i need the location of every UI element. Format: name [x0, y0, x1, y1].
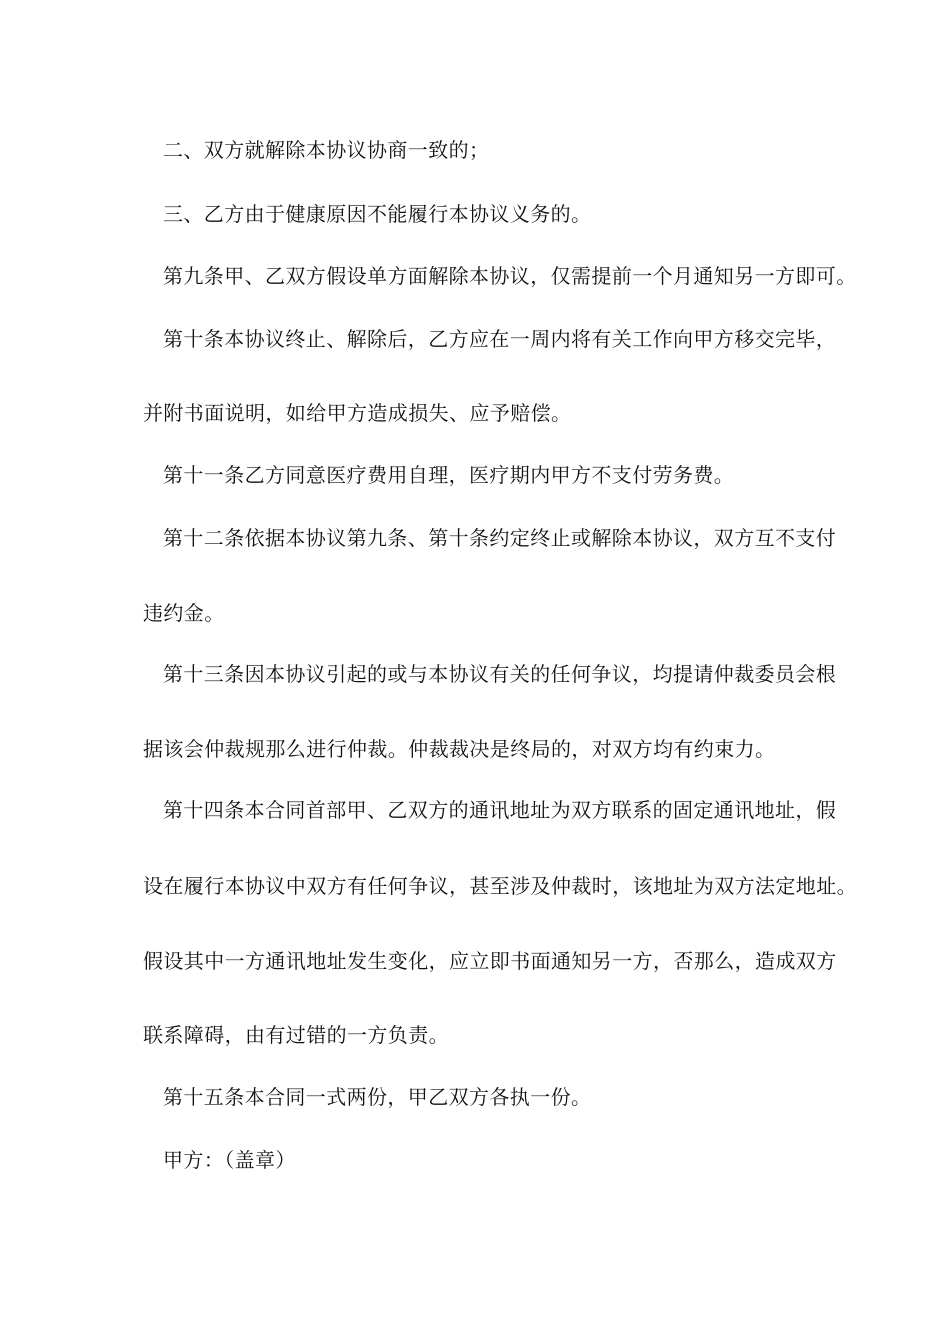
article-10-line-2: 并附书面说明，如给甲方造成损失、应予赔偿。	[143, 401, 572, 425]
article-14-line-2: 设在履行本协议中双方有任何争议，甚至涉及仲裁时，该地址为双方法定地址。	[143, 874, 857, 898]
article-15-line: 第十五条本合同一式两份，甲乙双方各执一份。	[163, 1085, 592, 1109]
article-12-line-1: 第十二条依据本协议第九条、第十条约定终止或解除本协议，双方互不支付	[163, 526, 837, 550]
article-13-line-2: 据该会仲裁规那么进行仲裁。仲裁裁决是终局的，对双方均有约束力。	[143, 737, 776, 761]
article-14-line-4: 联系障碍，由有过错的一方负责。	[143, 1023, 449, 1047]
article-10-line-1: 第十条本协议终止、解除后，乙方应在一周内将有关工作向甲方移交完毕，	[163, 327, 837, 351]
article-14-line-1: 第十四条本合同首部甲、乙双方的通讯地址为双方联系的固定通讯地址，假	[163, 798, 837, 822]
article-14-line-3: 假设其中一方通讯地址发生变化，应立即书面通知另一方，否那么，造成双方	[143, 949, 837, 973]
party-a-seal-line: 甲方：（盖章）	[163, 1148, 296, 1172]
article-11-line: 第十一条乙方同意医疗费用自理，医疗期内甲方不支付劳务费。	[163, 463, 735, 487]
article-9-line: 第九条甲、乙双方假设单方面解除本协议，仅需提前一个月通知另一方即可。	[163, 264, 857, 288]
article-12-line-2: 违约金。	[143, 601, 225, 625]
clause-line-item-3: 三、乙方由于健康原因不能履行本协议义务的。	[163, 202, 592, 226]
article-13-line-1: 第十三条因本协议引起的或与本协议有关的任何争议，均提请仲裁委员会根	[163, 662, 837, 686]
clause-line-item-2: 二、双方就解除本协议协商一致的；	[163, 138, 490, 162]
